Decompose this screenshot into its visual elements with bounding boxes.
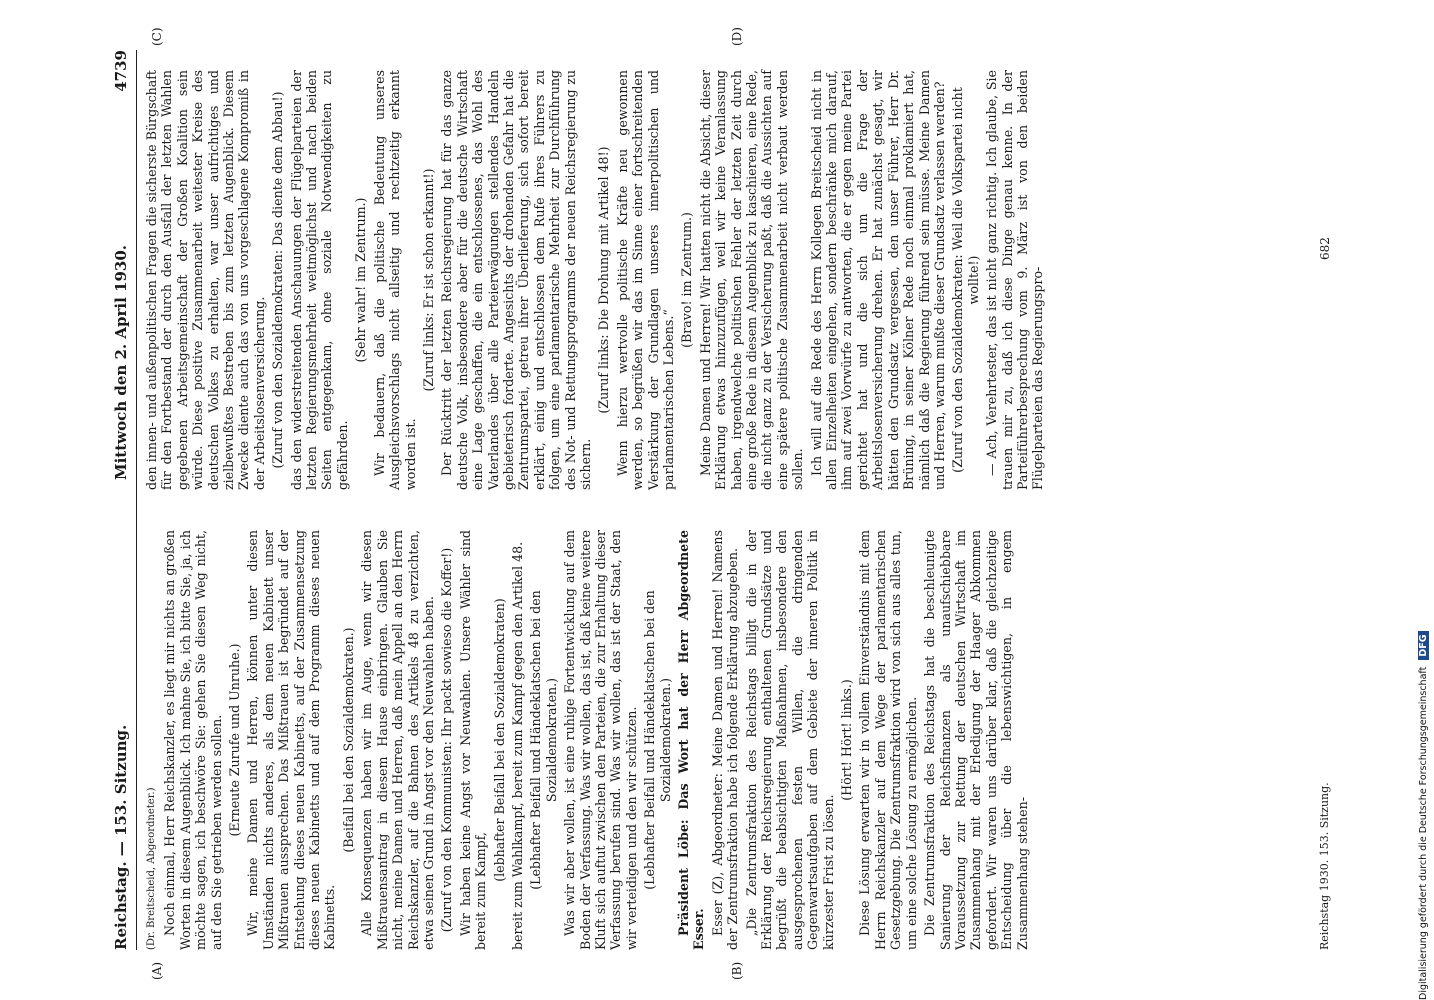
page-header <box>110 50 137 950</box>
paragraph: Alle Konsequenzen haben wir im Auge, wenn wir diesen Mißtrauensantrag in diesem Hause einbringen. Glauben Sie nicht, meine Damen und Herren, daß mein Appell an den Herrn Reichskanzler, auf die Bahnen des Artikels 48 zu verzichten, etwa seinen Grund in Angst vor den Neuwahlen haben. <box>359 530 436 950</box>
column-right <box>144 70 1049 490</box>
rotated-page-content <box>110 27 1340 980</box>
paragraph: Wir, meine Damen und Herren, können unter diesen Umständen nichts anderes, als dem neuen Kabinett unser Mißtrauen aussprechen. Das Mißtrauen ist begründet auf der Entstehung dieses neuen Kabinetts, auf der Zusammensetzung dieses neuen Kabinetts und auf dem Programm dieses neuen Kabinetts. <box>245 530 338 950</box>
header-page-number: 4739 <box>112 50 130 92</box>
paragraph: Der Rücktritt der letzten Reichsregierung hat für das ganze deutsche Volk, insbesondere aber für die deutsche Wirtschaft eine Lage geschaffen, die ein entschlossenes, das Wohl des Vaterlandes über alle Parteierwägungen stellendes Handeln gebieterisch forderte. Angesichts der drohenden Gefahr hat die Zentrumspartei, getreu ihrer Überlieferung, sich sofort bereit erklärt, einig und entschlossen dem Rufe ihres Führers zu folgen, um eine parlamentarische Mehrheit zur Durchführung des Not- und Rettungsprogramms der neuen Reichsregierung zu sichern. <box>439 70 593 490</box>
paragraph: Diese Lösung erwarten wir in vollem Einverständnis mit dem Herrn Reichskanzler auf dem Wege der parlamentarischen Gesetzgebung. Die Zentrumsfraktion wird von sich aus alles tun, um eine solche Lösung zu ermöglichen. <box>857 530 919 950</box>
paragraph: „Die Zentrumsfraktion des Reichstags billigt die in der Erklärung der Reichsregierung enthaltenen Grundsätze und begrüßt die beabsichtigten Maßnahmen, insbesondere den ausgesprochenen festen Willen, die dringenden Gegenwartsaufgaben auf dem Gebiete der inneren Politik in kürzester Frist zu lösen. <box>743 530 836 950</box>
paragraph: den innen- und außenpolitischen Fragen die sicherste Bürgschaft für den Fortbestand der durch den Ausfall der letzten Wahlen gegebenen Arbeitsgemeinschaft der Großen Koalition sein würde. Diese positive Zusammenarbeit weitester Kreise des deutschen Volkes zu erhalten, war unser aufrichtiges und zielbewußtes Bestreben bis zum letzten Augenblick. Diesem Zwecke diente auch das von uns vorgeschlagene Kompromiß in der Arbeitslosenversicherung. <box>144 70 267 490</box>
header-date: Mittwoch den 2. April 1930. <box>112 245 130 480</box>
interjection: (Zuruf links: Die Drohung mit Artikel 48!) <box>596 146 612 414</box>
paragraph: Meine Damen und Herren! Wir hatten nicht die Absicht, dieser Erklärung etwas hinzuzufügen, weil wir keine Veranlassung haben, irgendwelche politischen Fehler der letzten Zeit durch eine große Rede in diesem Augenblick zu kaschieren, eine Rede, die nicht ganz zu der Versicherung paßt, daß die Aussichten auf eine spätere politische Zusammenarbeit nicht verbaut werden sollen. <box>697 70 806 490</box>
paragraph: — Ach, Verehrtester, das ist nicht ganz richtig. Ich glaube, Sie trauen mir zu, daß ich diese Dinge genau kenne. In der Parteiführerbesprechung vom 9. März ist von den beiden Flügelparteien das Regierungspro- <box>984 70 1046 490</box>
header-session: Reichstag. — 153. Sitzung. <box>112 724 130 950</box>
speaker-tag: (Dr. Breitscheid, Abgeordneter.) <box>146 787 157 950</box>
interjection: (Zuruf von den Sozialdemokraten: Das diente dem Abbau!) <box>270 91 286 469</box>
interjection: (Bravo! im Zentrum.) <box>679 212 695 348</box>
paragraph: Wir haben keine Angst vor Neuwahlen. Unsere Wähler sind bereit zum Kampf, <box>457 530 489 950</box>
interjection: (lebhafter Beifall bei den Sozialdemokraten) <box>491 598 507 882</box>
margin-mark-c: (C) <box>150 27 164 46</box>
interjection: (Sehr wahr! im Zentrum.) <box>353 197 369 363</box>
speaker-paragraph: Esser (Z), Abgeordneter: Meine Damen und Herren! Namens der Zentrumsfraktion habe ich folgende Erklärung abzugeben. <box>709 530 741 950</box>
president-statement: Präsident Löbe: Das Wort hat der Herr Abgeordnete Esser. <box>676 530 707 950</box>
interjection: (Hört! Hört! links.) <box>839 679 855 801</box>
paragraph: das den widerstreitenden Anschauungen der Flügelparteien der letzten Regierungsmehrheit weitmöglichst und nach beiden Seiten entgegenkam, ohne soziale Notwendigkeiten zu gefährden. <box>288 70 350 490</box>
paragraph: Was wir aber wollen, ist eine ruhige Fortentwicklung auf dem Boden der Verfassung. Was wir wollen, das ist, daß keine weitere Kluft sich auftut zwischen den Parteien, die zur Erhaltung dieser Verfassung berufen sind. Was wir wollen, das ist der Staat, den wir verteidigen und den wir schützen. <box>562 530 639 950</box>
interjection: (Erneute Zurufe und Unruhe.) <box>227 643 243 837</box>
dfg-logo: DFG <box>1418 631 1429 659</box>
interjection: (Zuruf links: Er ist schon erkannt!) <box>420 168 436 392</box>
side-credit <box>1418 631 1429 1000</box>
column-left <box>144 530 1033 950</box>
margin-mark-b: (B) <box>730 961 744 980</box>
footer-number: 682 <box>1318 237 1332 260</box>
footer-session: Reichstag 1930. 153. Sitzung. <box>1318 782 1331 950</box>
paragraph: Die Zentrumsfraktion des Reichstags hat die beschleunigte Sanierung der Reichsfinanzen als unaufschiebbare Voraussetzung zur Rettung der deutschen Wirtschaft im Zusammenhang mit der Erledigung der Haager Abkommen gefordert. Wir waren uns darüber klar, daß die gleichzeitige Entscheidung über die lebenswichtigen, in engem Zusammenhang stehen- <box>922 530 1030 950</box>
paragraph: Ich will auf die Rede des Herrn Kollegen Breitscheid nicht in allen Einzelheiten eingehen, sondern beschränke mich darauf, ihm auf zwei Vorwürfe zu antworten, die er gegen meine Partei gerichtet hat und die sich um die Frage der Arbeitslosenversicherung drehen. Er hat zunächst gesagt, wir hätten den Grundsatz vergessen, den unser Führer, Herr Dr. Brüning, in seiner Kölner Rede noch einmal proklamiert hat, nämlich daß die Regierung führend sein müsse. Meine Damen und Herren, warum mußte dieser Grundsatz verlassen werden? <box>808 70 947 490</box>
interjection: (Beifall bei den Sozialdemokraten.) <box>340 627 356 853</box>
interjection: (Lebhafter Beifall und Händeklatschen bei den Sozialdemokraten.) <box>642 590 673 890</box>
side-credit-text: Digitalisierung gefördert durch die Deutsche Forschungsgemeinschaft <box>1418 666 1429 1000</box>
margin-mark-a: (A) <box>150 961 164 980</box>
paragraph: Wenn hierzu wertvolle politische Kräfte neu gewonnen werden, so begrüßen wir das im Sinne einer fortschreitenden Verstärkung der Grundlagen unseres innerpolitischen und parlamentarischen Lebens.“ <box>614 70 676 490</box>
paragraph: Noch einmal, Herr Reichskanzler, es liegt mir nichts an großen Worten in diesem Augenblick. Ich mahne Sie, ich bitte Sie, ja, ich möchte sagen, ich beschwöre Sie: gehen Sie diesen Weg nicht, auf den Sie getrieben werden sollen. <box>162 530 224 950</box>
interjection: (Zuruf von den Sozialdemokraten: Weil die Volkspartei nicht wollte!) <box>950 87 981 473</box>
margin-mark-d: (D) <box>730 27 744 46</box>
interjection: (Lebhafter Beifall und Händeklatschen bei den Sozialdemokraten.) <box>528 590 559 890</box>
interjection: (Zuruf von den Kommunisten: Ihr packt sowieso die Koffer!) <box>439 547 455 933</box>
paragraph: bereit zum Wahlkampf, bereit zum Kampf gegen den Artikel 48. <box>509 541 525 950</box>
paragraph: Wir bedauern, daß die politische Bedeutung unseres Ausgleichsvorschlags nicht allseitig und rechtzeitig erkannt worden ist. <box>371 70 418 490</box>
